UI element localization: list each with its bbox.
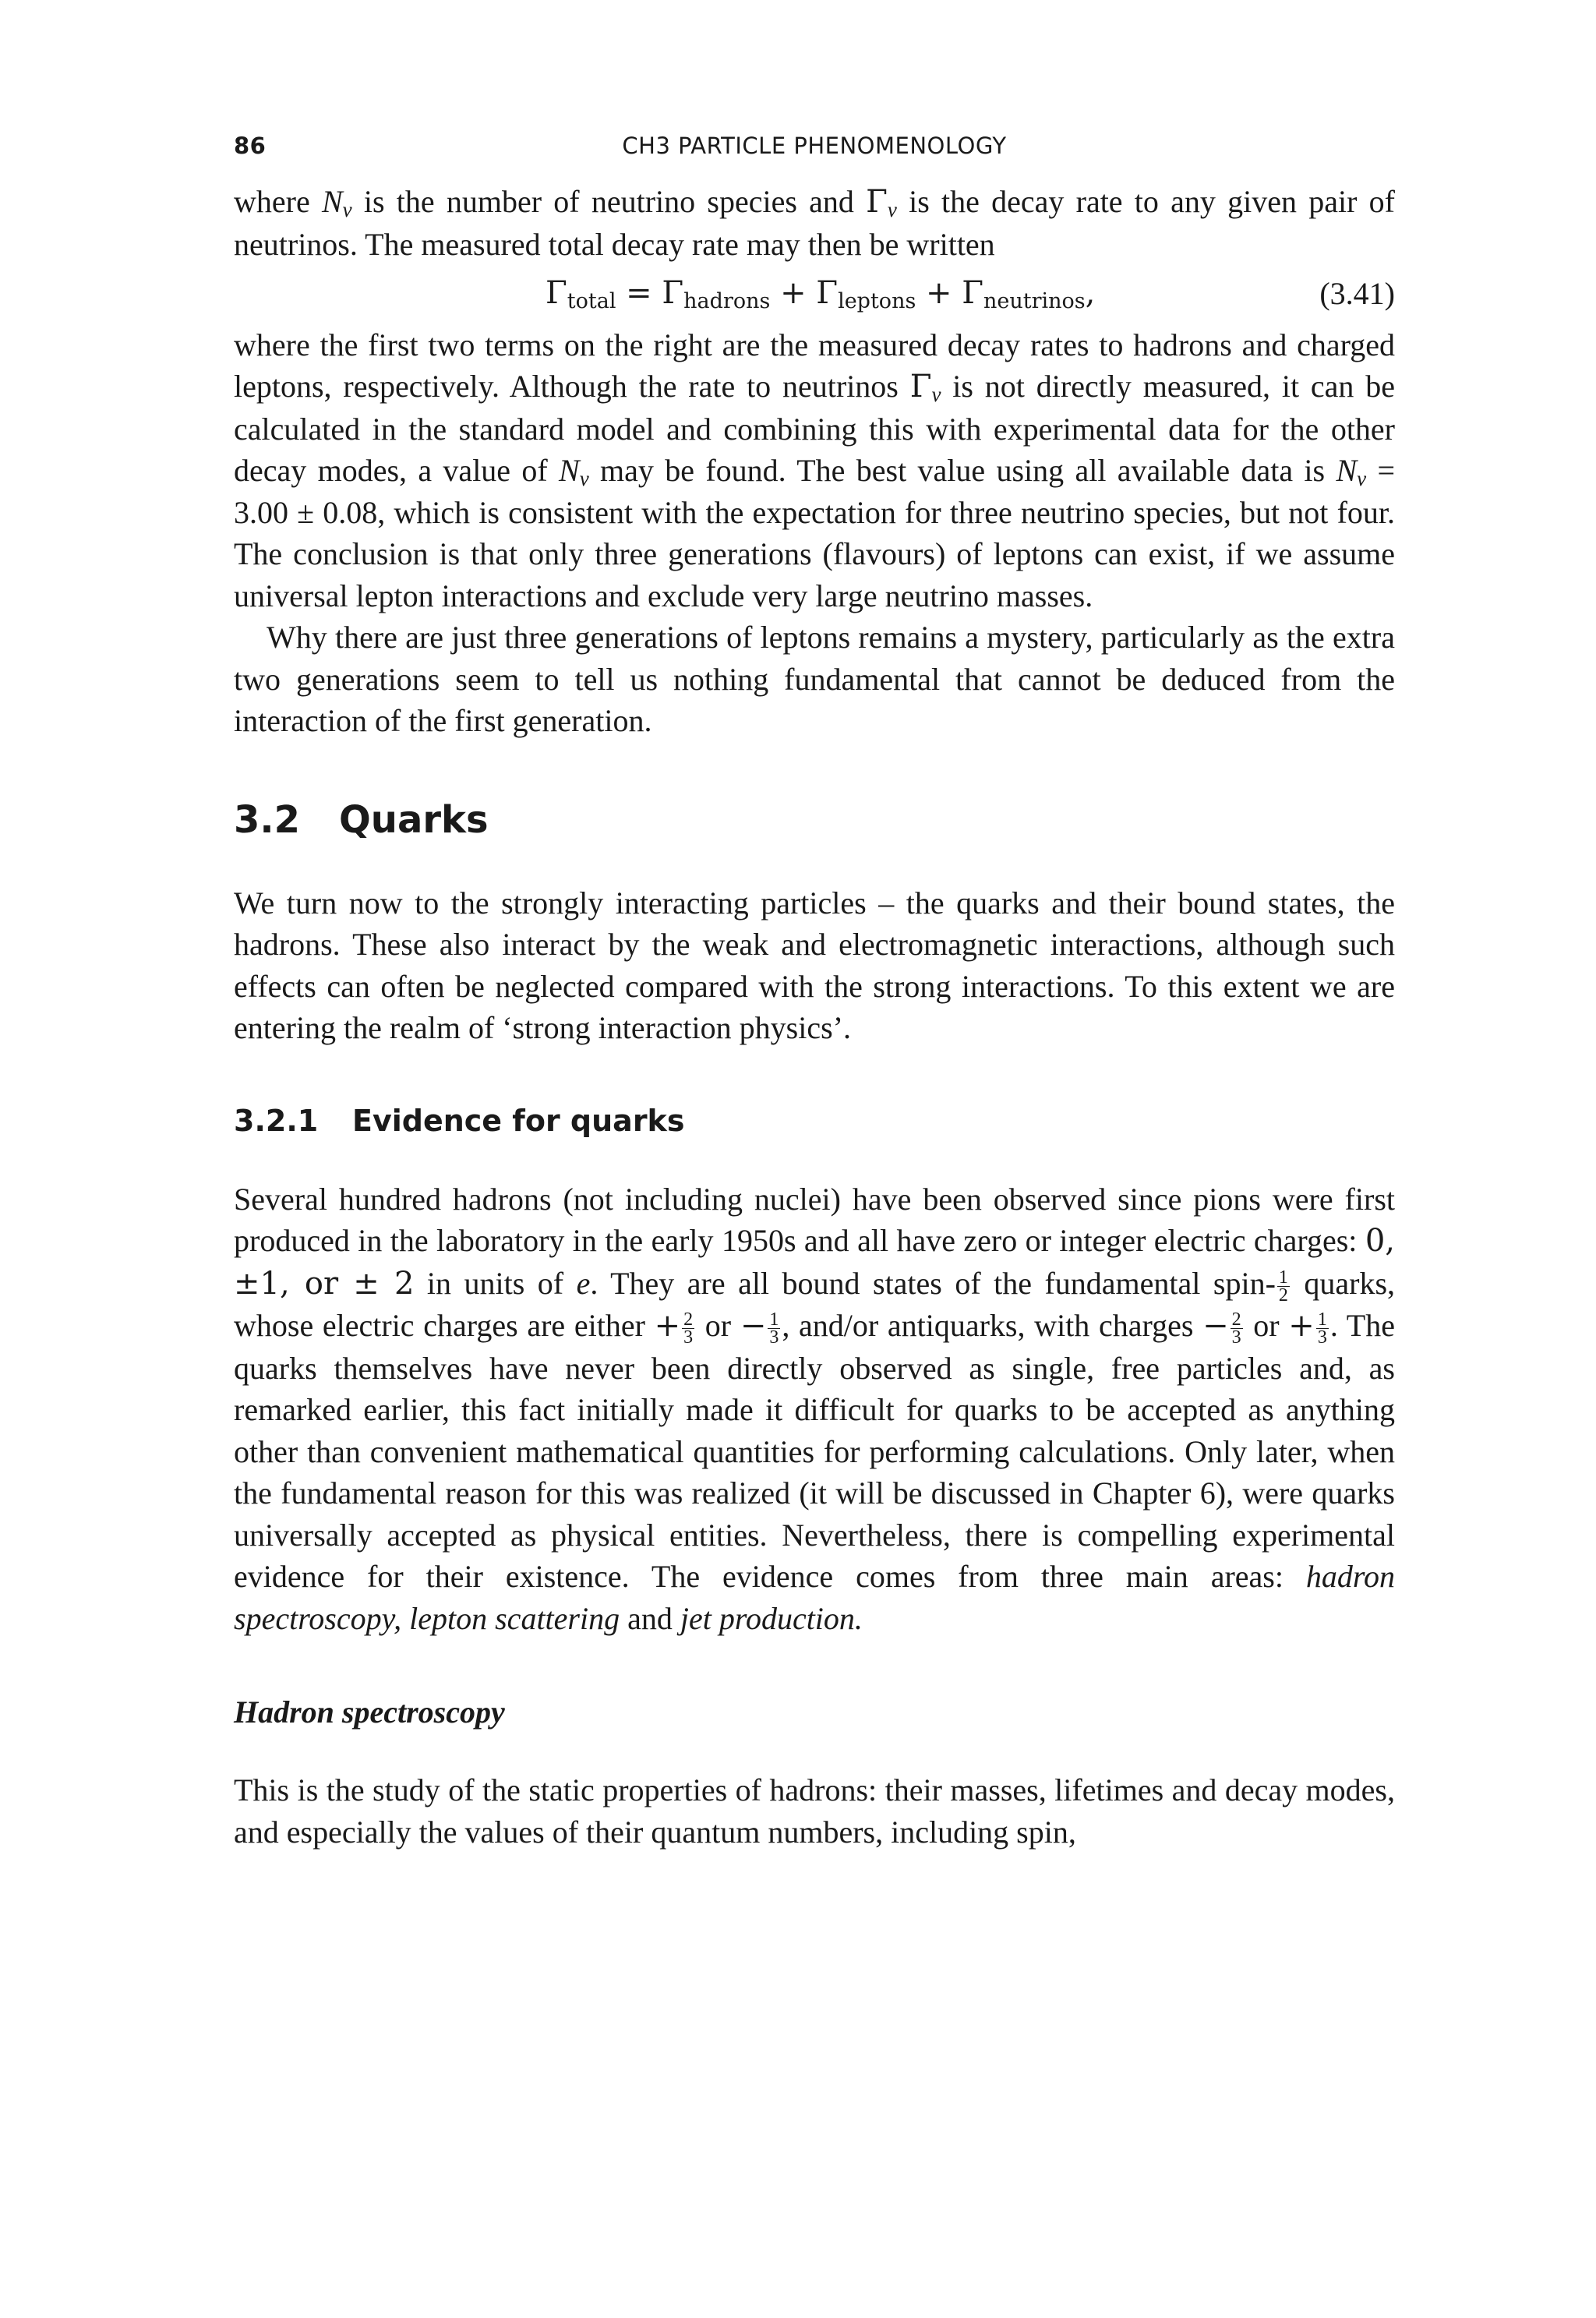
paragraph-three-generations: Why there are just three generations of leptons remains a mystery, particularly as the extra two generations seem to tell us nothing fundamental that cannot be deduced from the interaction of the first generation. <box>234 620 1395 738</box>
paragraph-decay-rates: where the first two terms on the right are the measured decay rates to hadrons and charged leptons, respectively. Although the rate to neutrinos $\Gamma_\nu$ is not directly measured, it can be calculated in the standard model and combining this with experimental data for the other decay modes, a value of $N_\nu$ may be found. The best value using all available data is $N_\nu = 3.00 \pm 0.08$, which is consistent with the expectation for three neutrino species, but not four. The conclusion is that only three generations (flavours) of leptons can exist, if we assume universal lepton interactions and exclude very large neutrino masses. <box>234 327 1396 613</box>
paragraph-strong-interactions: We turn now to the strongly interacting particles – the quarks and their bound states, the hadrons. These also interact by the weak and electromagnetic interactions, although such effects can often be neglected compared with the strong interactions. To this extent we are entering the realm of ‘strong interaction physics’. <box>234 885 1395 1045</box>
hadron-spectroscopy-heading: Hadron spectroscopy <box>234 1694 505 1730</box>
book-page <box>234 133 1395 1853</box>
paragraph-hadron-spectroscopy: This is the study of the static properties of hadrons: their masses, lifetimes and decay modes, and especially the values of their quantum numbers, including spin, <box>234 1772 1395 1850</box>
running-head <box>234 133 1395 164</box>
page-number: 86 <box>234 133 267 159</box>
subsection-heading: 3.2.1 Evidence for quarks <box>234 1103 685 1138</box>
equation-number: (3.41) <box>1319 276 1395 311</box>
section-heading: 3.2 Quarks <box>234 797 489 842</box>
chapter-title: CH3 PARTICLE PHENOMENOLOGY <box>622 133 1007 159</box>
equation-3-41: $\Gamma_{total} = \Gamma_{hadrons} + \Gamma_{leptons} + \Gamma_{neutrinos}$, (3.41) <box>234 273 1395 315</box>
paragraph-evidence-for-quarks: Several hundred hadrons (not including nuclei) have been observed since pions were first produced in the laboratory in the early 1950s and all have zero or integer electric charges: 0, ±1, or ± 2 in units of e. They are all bound states of the fundamental spin- $\frac{1}{2}$ quarks, whose electric charges are either + $\frac{2}{3}$ or − $\frac{1}{3}$ , and/or antiquarks, with charges − $\frac{2}{3}$ or + $\frac{1}{3}$ . The quarks themselves have never been directly observed as single, free particles and, as remarked earlier, this fact initially made it difficult for quarks to be accepted as anything other than convenient mathematical quantities for performing calculations. Only later, when the fundamental reason for this was realized (it will be discussed in Chapter 6), were quarks universally accepted as physical entities. Nevertheless, there is compelling experimental evidence for their existence. The evidence comes from three main areas: hadron spectroscopy, lepton scattering and jet production. <box>234 1181 1396 1636</box>
paragraph-neutrino-species: where $N_\nu$ is the number of neutrino species and $\Gamma_\nu$ is the decay rate to any given pair of neutrinos. The measured total decay rate may then be written <box>234 184 1395 262</box>
